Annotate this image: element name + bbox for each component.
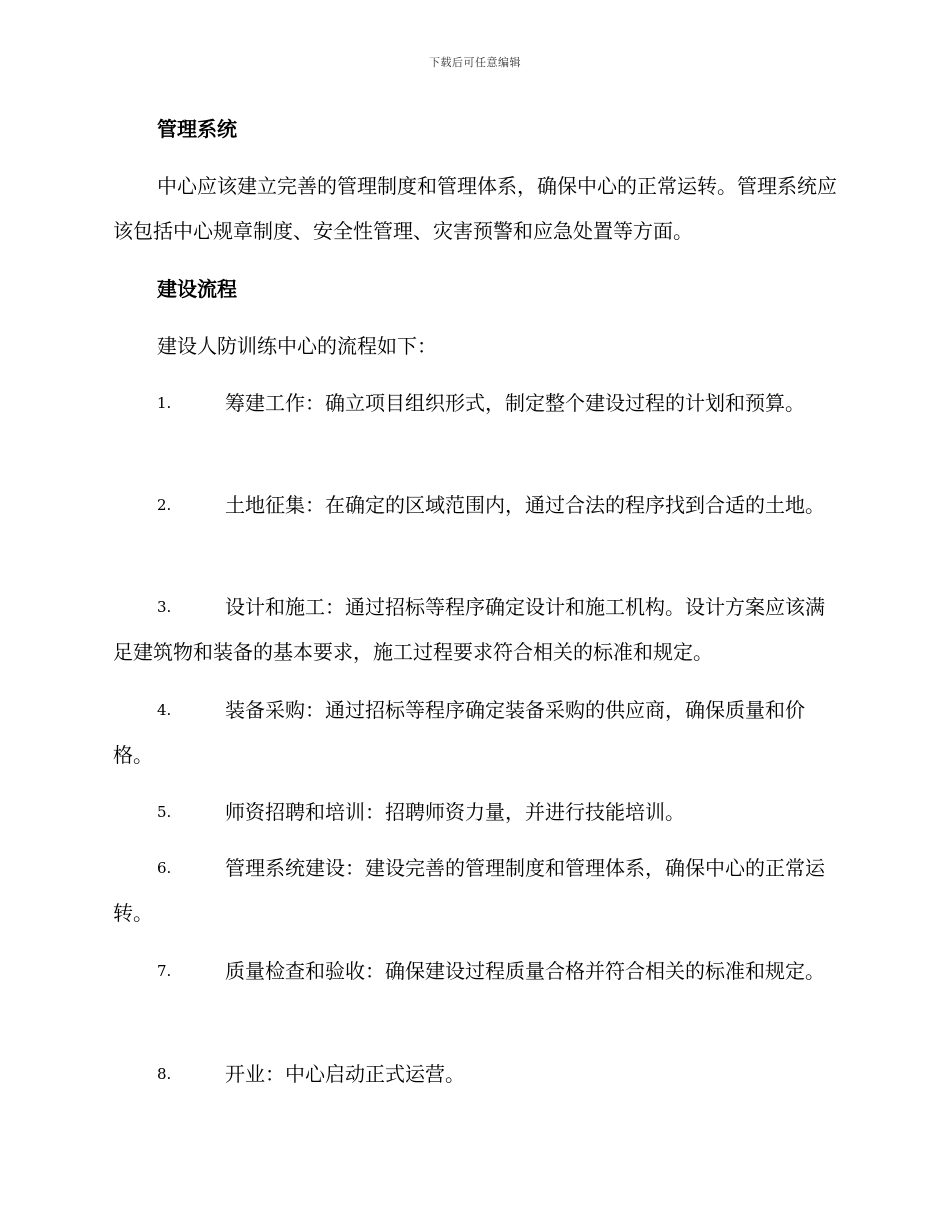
list-item [113, 381, 838, 426]
construction-intro: 建设人防训练中心的流程如下： [157, 334, 437, 358]
list-item [113, 688, 838, 778]
list-item [113, 846, 838, 936]
list-item-number: 8. [157, 1065, 172, 1083]
section-heading-construction: 建设流程 [157, 277, 237, 301]
section-heading-management: 管理系统 [157, 117, 237, 141]
list-item [113, 585, 838, 675]
list-item-text: 开业：中心启动正式运营。 [225, 1062, 465, 1086]
list-item-text: 筹建工作：确立项目组织形式，制定整个建设过程的计划和预算。 [225, 391, 805, 415]
list-item-text: 师资招聘和培训：招聘师资力量，并进行技能培训。 [225, 800, 685, 824]
list-item-number: 3. [157, 598, 172, 616]
list-item-text: 土地征集：在确定的区域范围内，通过合法的程序找到合适的土地。 [225, 493, 825, 517]
list-item-text: 管理系统建设：建设完善的管理制度和管理体系，确保中心的正常运转。 [113, 856, 825, 925]
page-header-note: 下载后可任意编辑 [429, 56, 521, 69]
list-item-number: 6. [157, 859, 172, 877]
list-item-text: 设计和施工：通过招标等程序确定设计和施工机构。设计方案应该满足建筑物和装备的基本要求，施工过程要求符合相关的标准和规定。 [113, 595, 825, 664]
list-item [113, 790, 838, 835]
list-item-text: 质量检查和验收：确保建设过程质量合格并符合相关的标准和规定。 [225, 959, 825, 983]
list-item-number: 1. [157, 394, 172, 412]
management-paragraph: 中心应该建立完善的管理制度和管理体系，确保中心的正常运转。管理系统应该包括中心规章制度、安全性管理、灾害预警和应急处置等方面。 [113, 174, 837, 243]
list-item-number: 7. [157, 962, 172, 980]
list-item [113, 483, 838, 528]
list-item-number: 5. [157, 803, 172, 821]
list-item-number: 4. [157, 701, 172, 719]
list-item [113, 949, 838, 994]
list-item [113, 1052, 838, 1097]
list-item-number: 2. [157, 496, 172, 514]
list-item-text: 装备采购：通过招标等程序确定装备采购的供应商，确保质量和价格。 [113, 698, 805, 767]
